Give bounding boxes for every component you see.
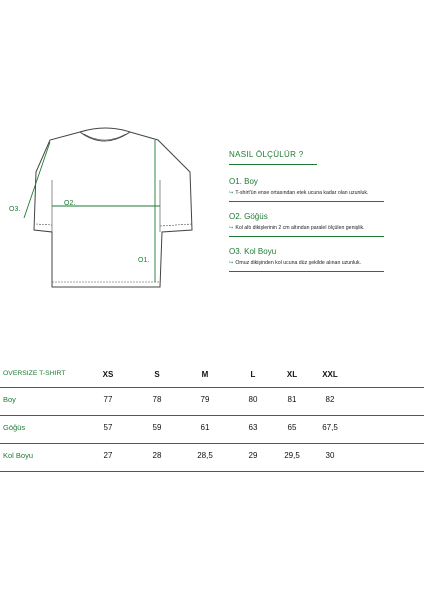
chest-measure-label: O2.	[64, 200, 76, 207]
table-row	[0, 416, 424, 444]
table-row	[0, 388, 424, 416]
table-cell: 30	[325, 451, 335, 460]
arrow-icon: ↪	[229, 225, 234, 231]
step-name: O2. Göğüs	[229, 212, 268, 221]
row-label: Kol Boyu	[3, 451, 34, 460]
table-cell: 67,5	[322, 423, 338, 432]
step-divider	[229, 271, 384, 272]
table-cell: 77	[103, 395, 113, 404]
table-cell: 78	[152, 395, 162, 404]
table-cell: 28	[152, 451, 162, 460]
row-label: Boy	[3, 395, 16, 404]
size-xxl-header: XXL	[322, 370, 338, 379]
table-cell: 29	[248, 451, 258, 460]
arrow-icon: ↪	[229, 260, 234, 266]
tshirt-diagram	[0, 120, 220, 300]
row-label: Göğüs	[3, 423, 26, 432]
guide-divider	[229, 164, 317, 165]
table-title: OVERSIZE T-SHIRT	[3, 370, 66, 377]
size-m-header: M	[201, 370, 209, 379]
table-header-row	[0, 363, 424, 388]
table-cell: 29,5	[284, 451, 300, 460]
step-name: O1. Boy	[229, 177, 258, 186]
step-description: Kol altı dikişlerinin 2 cm altından paralel ölçülen genişlik.	[235, 225, 365, 231]
step-divider	[229, 201, 384, 202]
step-divider	[229, 236, 384, 237]
guide-step-sleeve	[229, 247, 419, 272]
table-cell: 82	[325, 395, 335, 404]
arrow-icon: ↪	[229, 190, 234, 196]
guide-title: NASIL ÖLÇÜLÜR ?	[229, 150, 304, 159]
step-name: O3. Kol Boyu	[229, 247, 277, 256]
step-description: Omuz dikişinden kol ucuna düz şekilde alınan uzunluk.	[235, 260, 362, 266]
table-row	[0, 444, 424, 472]
table-cell: 57	[103, 423, 113, 432]
tshirt-outline	[34, 128, 192, 287]
size-l-header: L	[250, 370, 256, 379]
size-xl-header: XL	[286, 370, 298, 379]
step-description: T-shirt'ün ense ortasından etek ucuna kadar olan uzunluk.	[235, 190, 369, 196]
table-cell: 27	[103, 451, 113, 460]
table-cell: 61	[200, 423, 210, 432]
table-cell: 80	[248, 395, 258, 404]
table-cell: 65	[287, 423, 297, 432]
sleeve-measure-label: O3.	[9, 206, 21, 213]
table-cell: 79	[200, 395, 210, 404]
size-table	[0, 363, 424, 472]
table-cell: 81	[287, 395, 297, 404]
size-s-header: S	[154, 370, 160, 379]
guide-step-chest	[229, 212, 419, 237]
table-cell: 59	[152, 423, 162, 432]
size-xs-header: XS	[102, 370, 114, 379]
table-cell: 63	[248, 423, 258, 432]
length-measure-label: O1.	[138, 257, 150, 264]
guide-step-length	[229, 177, 419, 202]
tshirt-drawing	[0, 120, 220, 300]
table-cell: 28,5	[197, 451, 213, 460]
measurement-guide	[229, 150, 419, 282]
